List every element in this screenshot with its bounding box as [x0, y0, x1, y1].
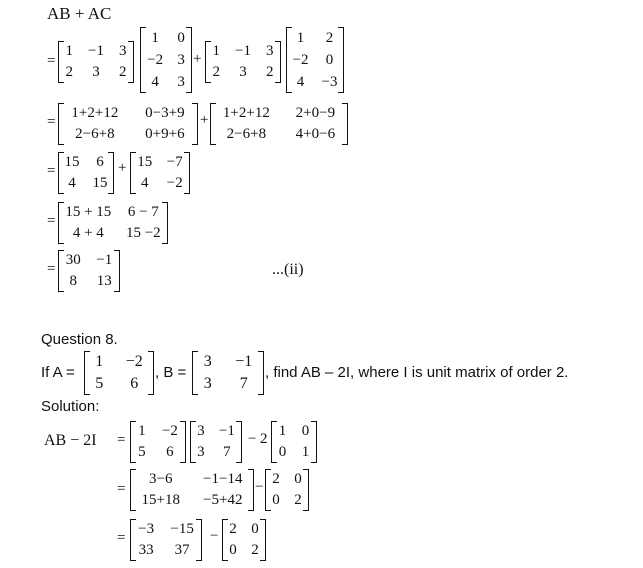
matrix-cell: −2 [292, 51, 309, 68]
solution-label: Solution: [41, 398, 100, 415]
equals-sign: = [47, 114, 56, 130]
matrix-cell: 2 [65, 64, 73, 80]
matrix-cell: 4 + 4 [72, 225, 104, 241]
matrix-result [130, 519, 202, 561]
matrix-a-def [84, 351, 154, 395]
matrix-cell: 4+0−6 [295, 126, 336, 142]
matrix-cell: 0 [278, 444, 287, 460]
matrix-cell: 4 [68, 175, 76, 191]
matrix-cell: −5+42 [203, 492, 243, 508]
matrix-cell: 1 [95, 353, 104, 370]
matrix-sum-2 [210, 103, 348, 145]
equals-sign: = [47, 213, 56, 229]
matrix-cell: 7 [239, 375, 248, 392]
matrix-a [205, 41, 281, 83]
matrix-cell: 3 [203, 375, 212, 392]
equals-sign: = [117, 530, 126, 546]
matrix-result-2 [130, 152, 190, 194]
matrix-cell: −2 [147, 51, 164, 68]
matrix-cell: 6 [166, 444, 174, 460]
matrix-b [140, 27, 192, 93]
matrix-cell: 3 [197, 423, 205, 439]
matrix-cell: 15 [137, 154, 153, 170]
matrix-cell: 4 [141, 175, 149, 191]
matrix-b [190, 421, 242, 463]
matrix-cell: 15+18 [141, 492, 180, 508]
matrix-a [58, 41, 134, 83]
plus-sign: + [118, 160, 127, 176]
matrix-cell: −1 [96, 252, 113, 268]
matrix-cell: 15 [92, 175, 108, 191]
matrix-cell: 1 [278, 423, 287, 439]
matrix-cell: 1+2+12 [71, 105, 119, 121]
matrix-cell: 2−6+8 [226, 126, 267, 142]
matrix-cell: 1 [296, 29, 305, 46]
matrix-cell: −1 [218, 423, 235, 439]
question-text-find: , find AB – 2I, where I is unit matrix of order 2. [265, 364, 569, 381]
matrix-cell: 2−6+8 [75, 126, 115, 142]
minus-sign: − [248, 431, 257, 447]
solution-lhs: AB − 2I [44, 432, 97, 449]
matrix-cell: −2 [125, 353, 143, 370]
matrix-cell: −1 [235, 353, 253, 370]
matrix-cell: −2 [161, 423, 178, 439]
matrix-two-i [222, 519, 266, 561]
matrix-cell: 1 [138, 423, 146, 439]
matrix-cell: 3 [265, 43, 274, 59]
matrix-cell: 15 + 15 [65, 204, 112, 220]
matrix-cell: −3 [138, 521, 155, 537]
matrix-cell: 1 [301, 444, 310, 460]
matrix-cell: −15 [170, 521, 194, 537]
matrix-cell: 3 [203, 353, 212, 370]
matrix-cell: 3 [118, 43, 127, 59]
matrix-a [130, 421, 186, 463]
matrix-cell: 0−3+9 [145, 105, 185, 121]
matrix-cell: 33 [138, 542, 154, 558]
matrix-cell: 0 [294, 471, 302, 487]
matrix-cell: 3 [239, 64, 247, 80]
minus-sign: − [255, 479, 264, 495]
question-text-b: , B = [155, 364, 187, 381]
equals-sign: = [47, 261, 56, 277]
matrix-cell: 3 [177, 51, 185, 68]
matrix-cell: 2 [212, 64, 220, 80]
matrix-cell: 1 [212, 43, 220, 59]
matrix-cell: −1−14 [203, 471, 243, 487]
matrix-cell: −7 [166, 154, 183, 170]
matrix-cell: 3−6 [149, 471, 173, 487]
minus-sign: − [210, 528, 219, 544]
equation-label: ...(ii) [272, 261, 304, 278]
matrix-cell: 0 [272, 492, 280, 508]
matrix-sum-1 [58, 103, 198, 145]
matrix-two-i [265, 469, 309, 511]
plus-sign: + [200, 112, 209, 128]
matrix-cell: 37 [174, 542, 190, 558]
matrix-product [130, 469, 254, 511]
matrix-cell: 0 [251, 521, 259, 537]
matrix-cell: 2 [294, 492, 302, 508]
matrix-cell: −1 [235, 43, 251, 59]
matrix-cell: −1 [88, 43, 104, 59]
matrix-b-def [192, 351, 264, 395]
matrix-cell: 5 [138, 444, 146, 460]
matrix-cell: 6 − 7 [127, 204, 159, 220]
matrix-cell: 2 [229, 521, 237, 537]
matrix-cell: 0+9+6 [145, 126, 185, 142]
matrix-cell: 0 [177, 29, 185, 46]
heading-ab-plus-ac: AB + AC [47, 4, 112, 23]
matrix-cell: 0 [301, 423, 310, 439]
matrix-cell: 2 [325, 29, 334, 46]
matrix-cell: 6 [130, 375, 139, 392]
matrix-cell: 3 [177, 73, 185, 90]
matrix-cell: 5 [95, 375, 104, 392]
question-text-if: If A = [41, 364, 75, 381]
matrix-cell: 1+2+12 [222, 105, 270, 121]
identity-matrix [271, 421, 317, 463]
scalar-two: 2 [260, 431, 268, 447]
matrix-final [58, 250, 120, 292]
matrix-cell: 4 [296, 73, 305, 90]
matrix-cell: 2 [272, 471, 280, 487]
matrix-c [286, 27, 344, 93]
matrix-cell: 2+0−9 [295, 105, 336, 121]
matrix-cell: 6 [96, 154, 104, 170]
matrix-cell: 15 [64, 154, 80, 170]
matrix-cell: 0 [229, 542, 237, 558]
matrix-result-1 [58, 152, 114, 194]
matrix-cell: 3 [197, 444, 205, 460]
matrix-cell: −2 [166, 175, 183, 191]
matrix-cell: 2 [118, 64, 127, 80]
matrix-cell: 15 −2 [125, 225, 161, 241]
matrix-cell: 2 [251, 542, 259, 558]
matrix-cell: 4 [151, 73, 159, 90]
equals-sign: = [117, 432, 126, 448]
matrix-cell: 13 [96, 273, 112, 289]
matrix-cell: 8 [69, 273, 77, 289]
matrix-cell: 3 [92, 64, 100, 80]
matrix-cell: 2 [265, 64, 274, 80]
matrix-cell: 1 [151, 29, 159, 46]
question-title: Question 8. [41, 331, 118, 348]
matrix-cell: 7 [223, 444, 231, 460]
matrix-cell: 1 [65, 43, 73, 59]
plus-sign: + [193, 51, 202, 67]
matrix-cell: 0 [325, 51, 334, 68]
matrix-addition [58, 202, 168, 244]
equals-sign: = [117, 481, 126, 497]
equals-sign: = [47, 53, 56, 69]
equals-sign: = [47, 163, 56, 179]
matrix-cell: −3 [321, 73, 338, 90]
matrix-cell: 30 [65, 252, 81, 268]
